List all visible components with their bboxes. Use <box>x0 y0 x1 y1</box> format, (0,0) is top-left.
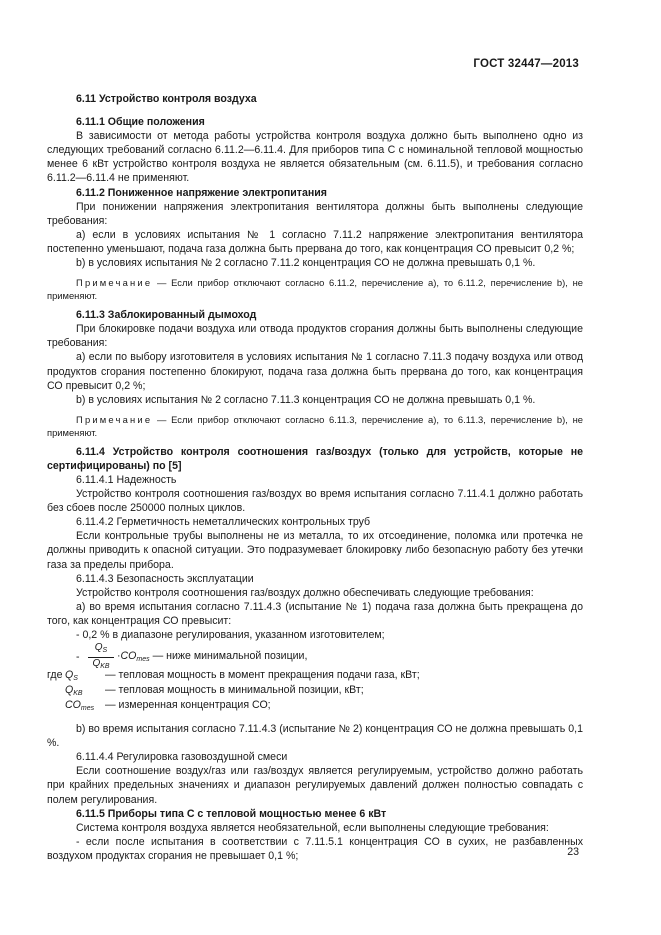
note <box>47 276 583 302</box>
paragraph: Устройство контроля соотношения газ/воздух должно обеспечивать следующие требования: <box>76 586 534 599</box>
clause-title: 6.11.4.3 Безопасность эксплуатации <box>76 572 254 585</box>
note <box>47 413 583 439</box>
note-text: — Если прибор отключают согласно 6.11.2, перечисление а), то 6.11.2, перечисление b), не применяют. <box>47 277 583 302</box>
paragraph: В зависимости от метода работы устройства контроля воздуха должно быть выполнено одно из следующих требований согласно 6.11.2—6.11.4. Для приборов типа С с номинальной тепловой мощностью менее 6 кВт устройство контроля воздуха не является обязательным (см. 6.11.5), и требования согласно 6.11.2—6.11.4 не применяют. <box>47 130 583 185</box>
symbol: $CO_{mes}$ <box>65 699 95 713</box>
clause-title: 6.11.4.1 Надежность <box>76 473 177 486</box>
paragraph: Устройство контроля соотношения газ/воздух во время испытания согласно 7.11.4.1 должно работать без сбоев после 250000 полных циклов. <box>47 488 583 515</box>
formula-tail: $\cdot CO_{mes}$ — ниже минимальной позиции, <box>117 650 308 664</box>
list-item: а) если по выбору изготовителя в условиях испытания № 1 согласно 7.11.3 подачу воздуха или отвод продуктов сгорания постепенно блокируют, подача газа должна быть прервана до того, как концентрация СО превысит 0,2 %; <box>47 351 583 392</box>
page-content <box>47 92 583 863</box>
symbol: $Q_S$ <box>65 669 78 683</box>
paragraph: Система контроля воздуха является необязательной, если выполнены следующие требования: <box>76 821 549 834</box>
note-label: Примечание <box>76 413 153 425</box>
paragraph: Если контрольные трубы выполнены не из металла, то их отсоединение, поломка или протечка не должны приводить к опасной ситуации. Это подразумевает блокировку либо безопасную работу без утечки газа за пределы прибора. <box>47 530 583 571</box>
section-title: 6.11 Устройство контроля воздуха <box>76 93 257 105</box>
note-label: Примечание <box>76 277 153 289</box>
symbol-definition: — измеренная концентрация СО; <box>105 699 271 712</box>
paragraph: Если соотношение воздух/газ или газ/воздух является регулируемым, устройство должно работать при крайних предельных значениях и диапазон регулируемых давлений должен полностью совпадать с полем регулирования. <box>47 765 583 806</box>
standard-header: ГОСТ 32447—2013 <box>473 58 579 70</box>
clause-title: 6.11.4.2 Герметичность неметаллических контрольных труб <box>76 516 371 529</box>
where-row <box>47 698 583 713</box>
where-row <box>47 683 583 698</box>
list-item: b) в условиях испытания № 2 согласно 7.11.3 концентрация СО не должна превышать 0,1 %. <box>76 393 536 406</box>
formula-dash: - <box>76 651 80 664</box>
list-item: а) во время испытания согласно 7.11.4.3 (испытание № 1) подача газа должна быть прекращена до того, как концентрация СО превысит: <box>47 600 583 627</box>
subsection-title: 6.11.3 Заблокированный дымоход <box>76 309 257 322</box>
clause-title: 6.11.4.4 Регулировка газовоздушной смеси <box>76 751 288 764</box>
where-word: где <box>47 669 63 682</box>
symbol-definition: — тепловая мощность в минимальной позиции, кВт; <box>105 684 364 697</box>
fraction-denominator: $Q_{KB}$ <box>92 658 110 671</box>
list-item: b) во время испытания согласно 7.11.4.3 (испытание № 2) концентрация СО не должна превышать 0,1 %. <box>47 723 583 750</box>
page-number: 23 <box>567 846 579 858</box>
list-item: а) если в условиях испытания № 1 согласно 7.11.2 напряжение электропитания вентилятора постепенно уменьшают, подача газа должна быть прервана до того, как концентрация СО превысит 0,2 %; <box>47 228 583 255</box>
subsection-title: 6.11.4 Устройство контроля соотношения газ/воздух (только для устройств, которые не сертифицированы) по [5] <box>47 445 583 472</box>
paragraph: При блокировке подачи воздуха или отвода продуктов сгорания должны быть выполнены следующие требования: <box>47 323 583 350</box>
where-row <box>47 668 583 683</box>
list-item: - 0,2 % в диапазоне регулирования, указанном изготовителем; <box>76 629 385 641</box>
subsection-title: 6.11.2 Пониженное напряжение электропитания <box>76 186 327 199</box>
subsection-title: 6.11.5 Приборы типа С с тепловой мощностью менее 6 кВт <box>76 807 387 820</box>
fraction-numerator: $Q_S$ <box>88 642 114 658</box>
paragraph: При понижении напряжения электропитания вентилятора должны быть выполнены следующие требования: <box>47 200 583 227</box>
list-item: b) в условиях испытания № 2 согласно 7.11.2 концентрация СО не должна превышать 0,1 %. <box>76 257 536 270</box>
list-item: - если после испытания в соответствии с 7.11.5.1 концентрация СО в сухих, не разбавленных воздухом продуктах сгорания не превышает 0,1 %; <box>47 835 583 862</box>
note-text: — Если прибор отключают согласно 6.11.3, перечисление а), то 6.11.3, перечисление b), не применяют. <box>47 413 583 438</box>
symbol: $Q_{KB}$ <box>65 684 83 698</box>
subsection-title: 6.11.1 Общие положения <box>76 116 205 129</box>
formula <box>47 642 583 671</box>
symbol-definition: — тепловая мощность в момент прекращения подачи газа, кВт; <box>105 669 420 682</box>
